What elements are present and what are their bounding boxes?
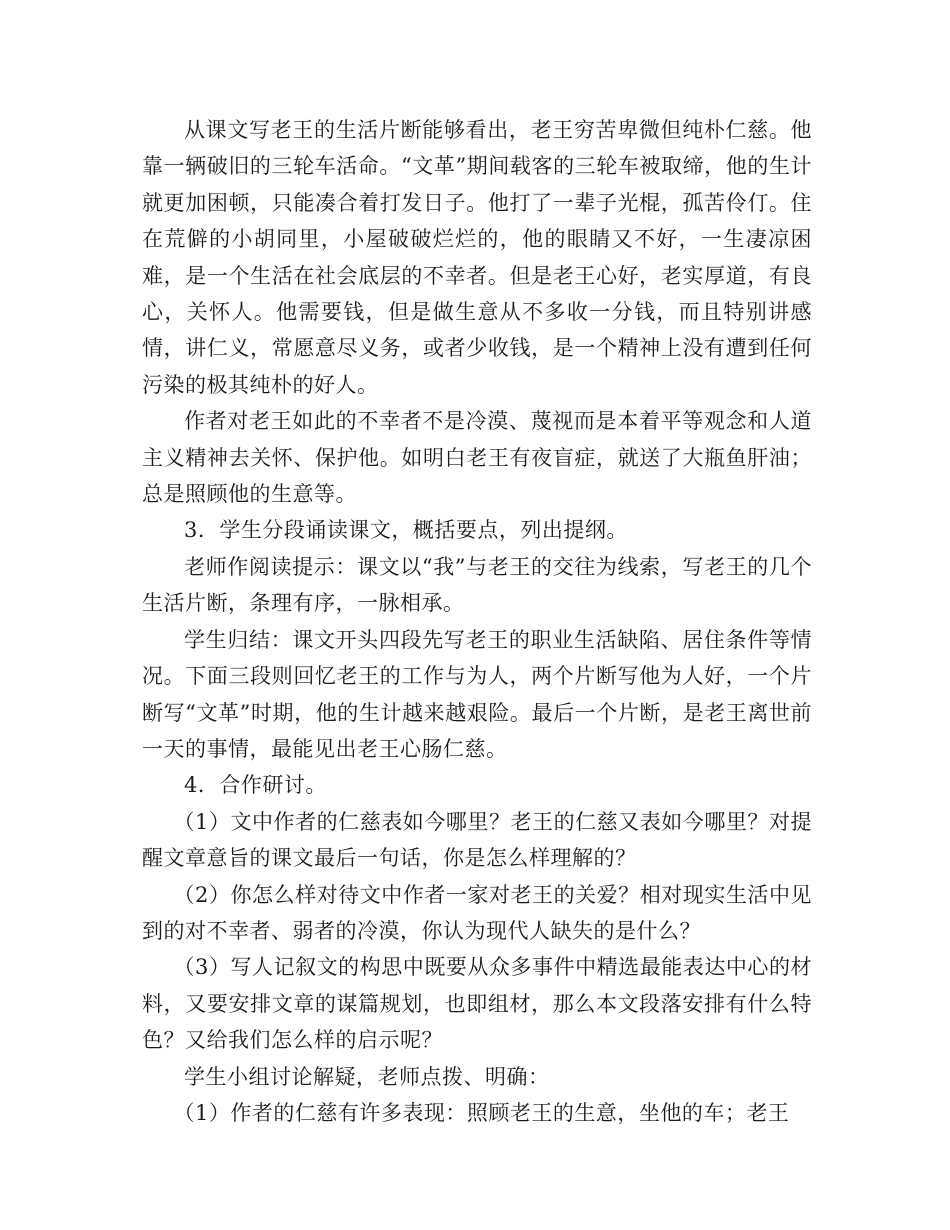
paragraph-discussion: 学生小组讨论解疑，老师点拨、明确：: [184, 1064, 550, 1089]
paragraph-laowang-life: 从课文写老王的生活片断能够看出，老王穷苦卑微但纯朴仁慈。他靠一辆破旧的三轮车活命。“文革”期间载客的三轮车被取缔，他的生计就更加困顿，只能凑合着打发日子。他打了一辈子光棍，孤苦伶仃。住在荒僻的小胡同里，小屋破破烂烂的，他的眼睛又不好，一生凄凉困难，是一个生活在社会底层的不幸者。但是老王心好，老实厚道，有良心，关怀人。他需要钱，但是做生意从不多收一分钱，而且特别讲感情，讲仁义，常愿意尽义务，或者少收钱，是一个精神上没有遭到任何污染的极其纯朴的好人。: [142, 118, 812, 397]
paragraph-step-4: 4．合作研讨。: [184, 773, 327, 798]
paragraph-question-2: （2）你怎么样对待文中作者一家对老王的关爱？相对现实生活中见到的对不幸者、弱者的冷漠，你认为现代人缺失的是什么？: [142, 882, 812, 943]
paragraph-author-care: 作者对老王如此的不幸者不是冷漠、蔑视而是本着平等观念和人道主义精神去关怀、保护他。如明白老王有夜盲症，就送了大瓶鱼肝油；总是照顾他的生意等。: [142, 409, 812, 507]
document-body: [142, 112, 812, 1131]
paragraph-question-1: （1）文中作者的仁慈表如今哪里？老王的仁慈又表如今哪里？对提醒文章意旨的课文最后一句话，你是怎么样理解的？: [142, 809, 812, 871]
paragraph-question-3: （3）写人记叙文的构思中既要从众多事件中精选最能表达中心的材料，又要安排文章的谋篇规划，也即组材，那么本文段落安排有什么特色？又给我们怎么样的启示呢？: [142, 955, 812, 1053]
paragraph-step-3: 3．学生分段诵读课文，概括要点，列出提纲。: [184, 518, 628, 543]
paragraph-answer-1: （1）作者的仁慈有许多表现：照顾老王的生意，坐他的车；老王: [173, 1100, 790, 1125]
paragraph-teacher-hint: 老师作阅读提示：课文以“我”与老王的交往为线索，写老王的几个生活片断，条理有序，一脉相承。: [142, 554, 812, 616]
paragraph-student-summary: 学生归结：课文开头四段先写老王的职业生活缺陷、居住条件等情况。下面三段则回忆老王的工作与为人，两个片断写他为人好，一个片断写“文革”时期，他的生计越来越艰险。最后一个片断，是老王离世前一天的事情，最能见出老王心肠仁慈。: [142, 627, 812, 761]
